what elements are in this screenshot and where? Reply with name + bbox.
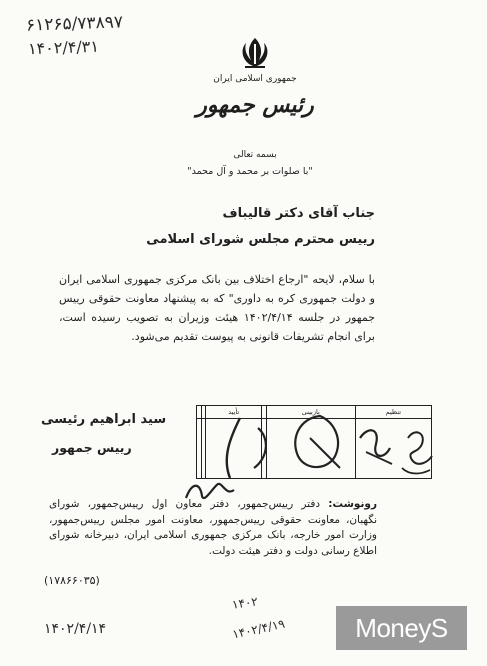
letter-body: با سلام، لایحه "ارجاع اختلاف بین بانک مرکزی جمهوری اسلامی ایران و دولت جمهوری کره به داوری" که به پیشنهاد معاونت حقوقی رییس جمهور در جلسه ۱۴۰۲/۴/۱۴ هیئت وزیران به تصویب رسیده است، برای انجام تشریفات قانونی به پیوست تقدیم می‌شود. bbox=[59, 273, 376, 343]
approval-header: بازبینی bbox=[266, 406, 355, 419]
watermark-logo bbox=[336, 606, 467, 650]
stamp-line2: ۱۴۰۲/۴/۱۹ bbox=[231, 616, 287, 642]
signer-name: سید ابراهیم رئیسی bbox=[41, 412, 167, 427]
watermark-text: MoneyS bbox=[355, 612, 448, 643]
approval-header: تنظیم bbox=[355, 406, 431, 419]
date-bottom: ۱۴۰۲/۴/۱۴ bbox=[44, 621, 107, 637]
letter-number: ۶۱۲۶۵/۷۳۸۹۷ bbox=[25, 12, 124, 36]
addressee-line2: رییس محترم مجلس شورای اسلامی bbox=[146, 232, 375, 247]
letter-date: ۱۴۰۲/۴/۳۱ bbox=[27, 36, 100, 59]
cc-list bbox=[49, 497, 377, 559]
cc-label: رونوشت: bbox=[328, 498, 377, 510]
tracking-code: (۱۷۸۶۶۰۳۵) bbox=[44, 574, 100, 587]
salawat: "با صلوات بر محمد و آل محمد" bbox=[187, 166, 313, 177]
iran-emblem-icon bbox=[235, 36, 275, 70]
bism: بسمه تعالی bbox=[233, 150, 277, 160]
addressee-line1: جناب آقای دکتر قالیباف bbox=[222, 206, 375, 221]
country-name: جمهوری اسلامی ایران bbox=[213, 74, 297, 84]
cc-text: دفتر رییس‌جمهور، دفتر معاون اول رییس‌جمهور، شورای نگهبان، معاونت حقوقی رییس‌جمهور، معاونت امور مجلس رییس‌جمهور، وزارت امور خارجه، بانک مرکزی جمهوری اسلامی ایران، دبیرخانه شورای اطلاع رسانی دولت و دفتر هیئت دولت. bbox=[49, 498, 377, 557]
office-title: رئیس جمهور bbox=[196, 92, 314, 118]
approval-header: تأیید bbox=[206, 406, 262, 419]
signer-title: رییس جمهور bbox=[52, 440, 132, 455]
stamp-line1: ۱۴۰۲ bbox=[231, 594, 259, 612]
